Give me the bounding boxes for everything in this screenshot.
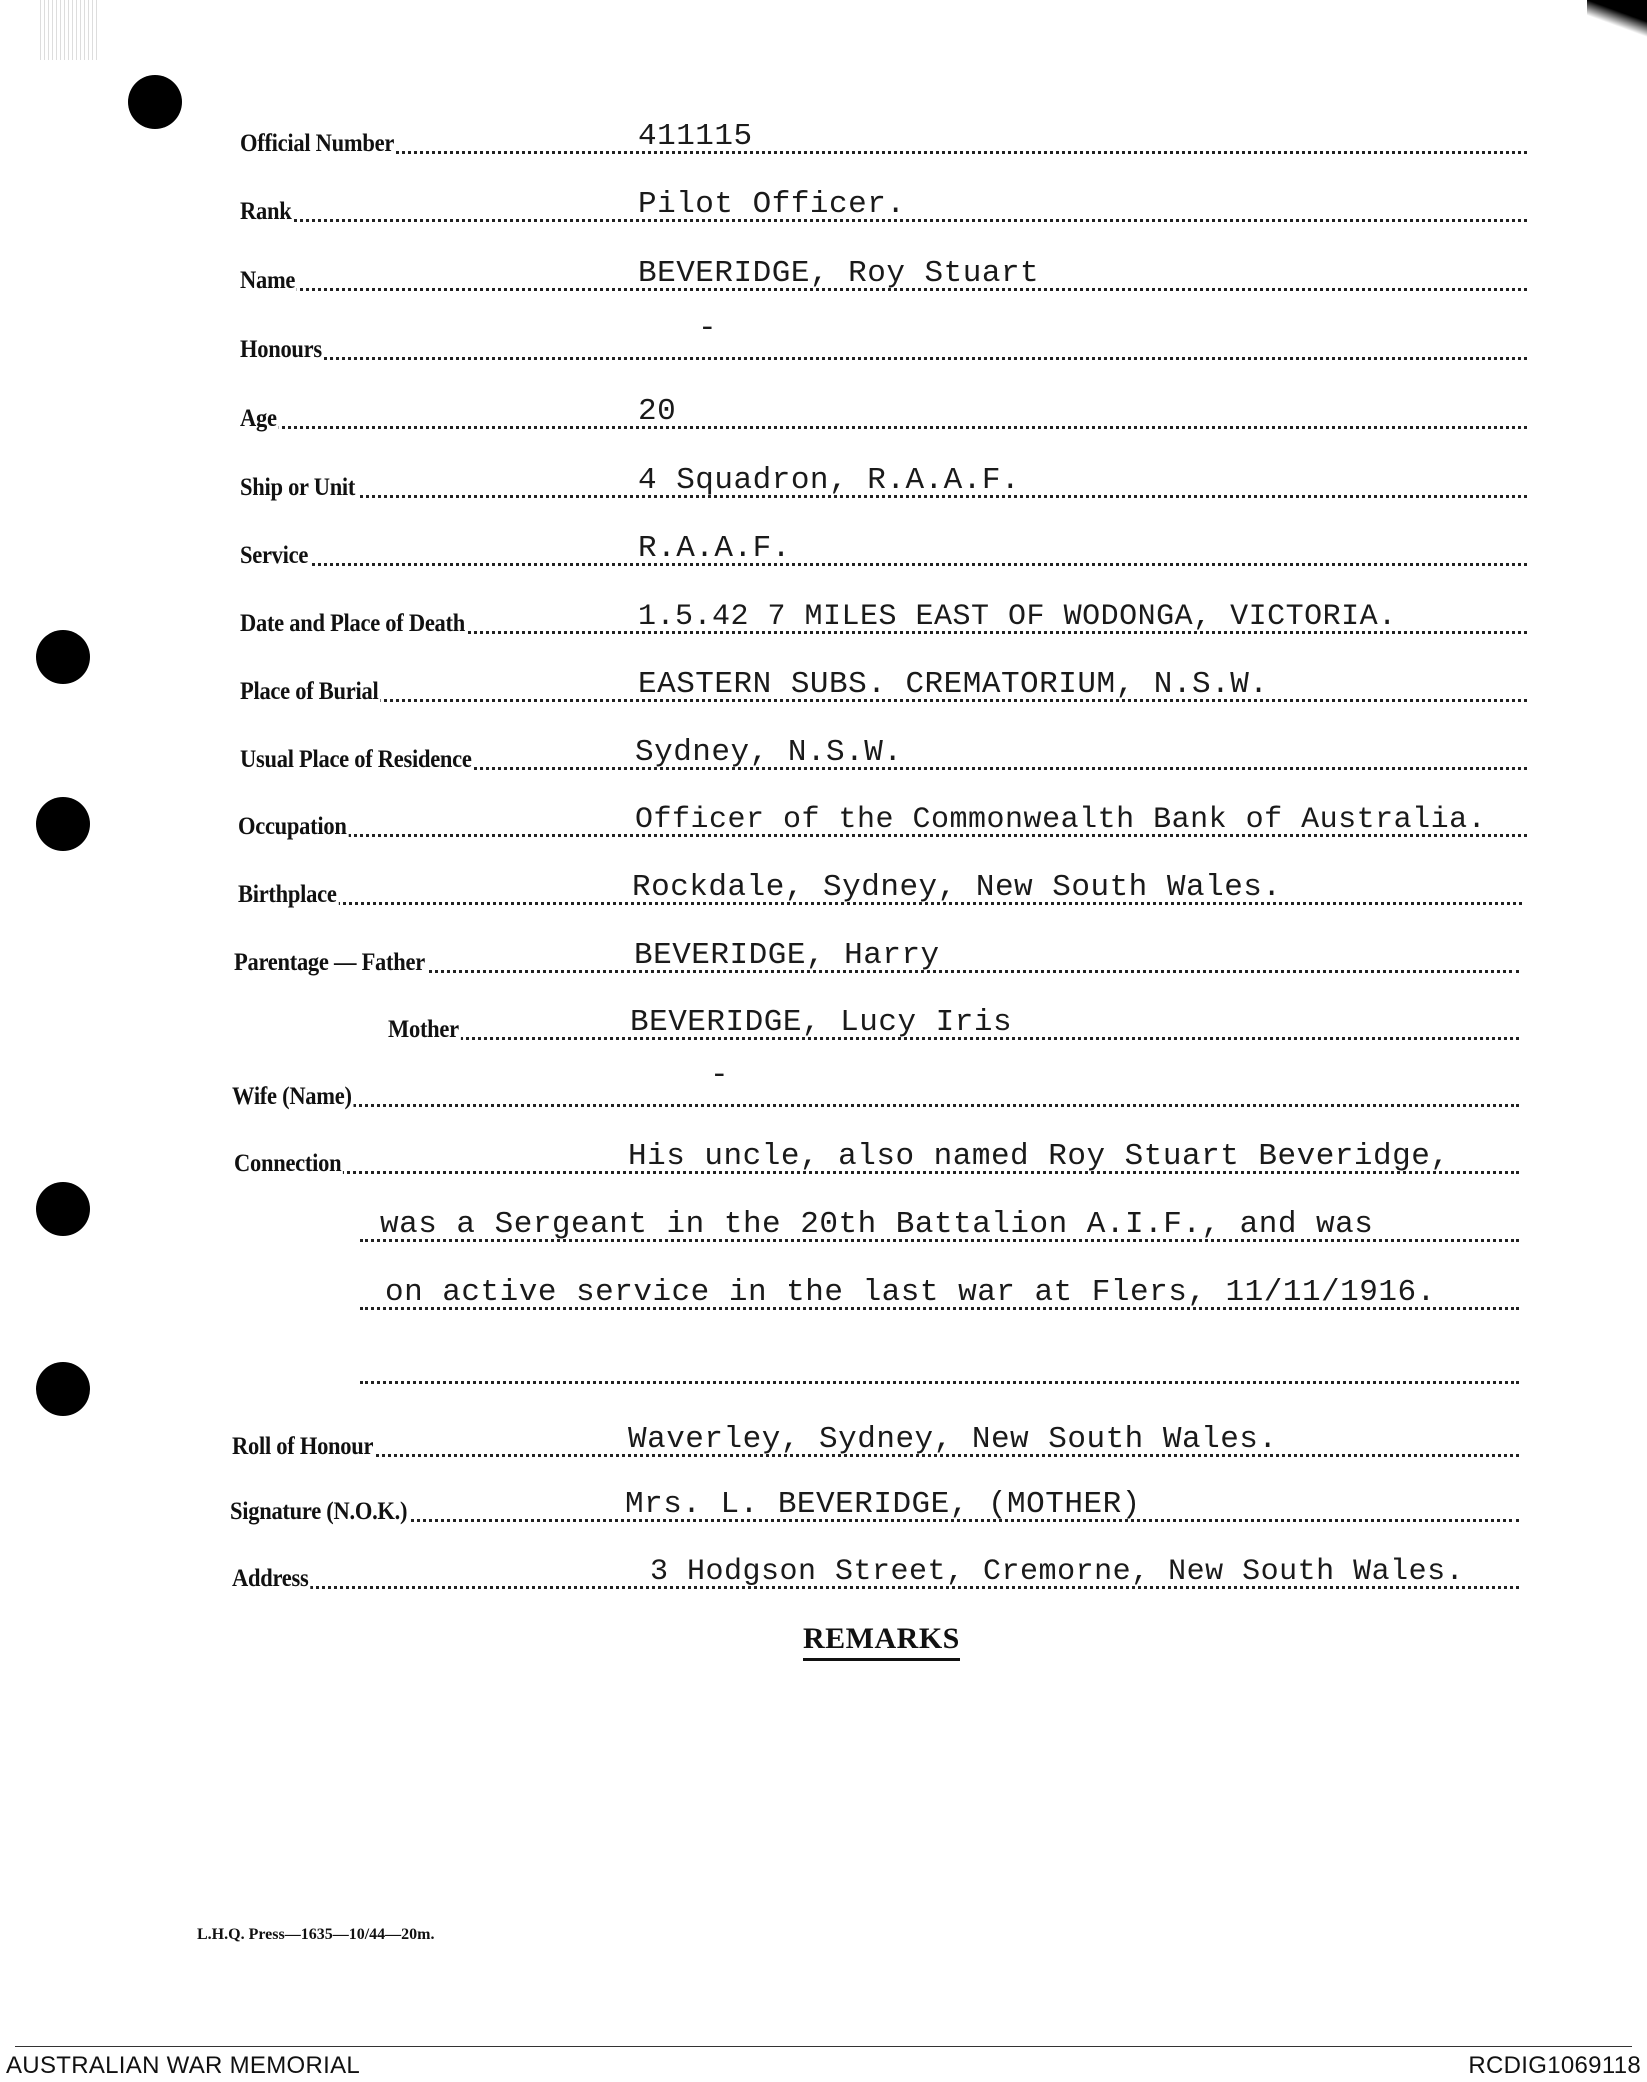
field-value: Mrs. L. BEVERIDGE, (MOTHER) <box>625 1487 1141 1522</box>
dotted-leader <box>240 357 1527 360</box>
field-row-occupation <box>0 795 1647 845</box>
field-label: Honours <box>240 336 322 363</box>
field-row-place-of-burial <box>0 660 1647 710</box>
field-value: His uncle, also named Roy Stuart Beveridge, <box>628 1139 1450 1174</box>
field-label: Occupation <box>238 813 347 840</box>
field-label: Service <box>240 542 309 569</box>
connection-continued-line <box>0 1268 1647 1318</box>
field-value: 20 <box>638 394 677 429</box>
field-row-usual-residence <box>0 728 1647 778</box>
field-row-birthplace <box>0 863 1647 913</box>
field-row-official-number <box>0 112 1647 162</box>
field-label: Roll of Honour <box>232 1433 374 1460</box>
field-value: - <box>710 1058 730 1093</box>
field-label: Rank <box>240 198 292 225</box>
field-label: Wife (Name) <box>232 1083 352 1110</box>
field-row-name <box>0 249 1647 299</box>
field-row-wife <box>0 1058 1647 1115</box>
field-row-father <box>0 931 1647 981</box>
footer-divider <box>15 2046 1632 2047</box>
field-value: Pilot Officer. <box>638 187 906 222</box>
connection-continued-line <box>0 1200 1647 1250</box>
field-row-roll-of-honour <box>0 1415 1647 1465</box>
field-label: Birthplace <box>238 881 337 908</box>
field-row-honours <box>0 311 1647 368</box>
field-value: 3 Hodgson Street, Cremorne, New South Wales. <box>650 1555 1465 1589</box>
field-value: 4 Squadron, R.A.A.F. <box>638 463 1021 498</box>
field-label: Connection <box>234 1150 342 1177</box>
field-label: Signature (N.O.K.) <box>230 1498 408 1525</box>
field-label: Ship or Unit <box>240 474 356 501</box>
field-row-address <box>0 1547 1647 1597</box>
field-value: R.A.A.F. <box>638 531 791 566</box>
remarks-heading: REMARKS <box>803 1622 960 1661</box>
field-value: BEVERIDGE, Harry <box>634 938 940 973</box>
field-row-connection <box>0 1132 1647 1182</box>
dotted-leader <box>234 1104 1519 1107</box>
scan-artifact <box>40 0 100 60</box>
field-label: Address <box>232 1565 309 1592</box>
field-row-age <box>0 387 1647 437</box>
field-row-ship-or-unit <box>0 456 1647 506</box>
field-value: was a Sergeant in the 20th Battalion A.I.F., and was <box>380 1207 1374 1242</box>
connection-continued-line <box>0 1342 1647 1392</box>
field-label: Official Number <box>240 130 395 157</box>
printer-mark: L.H.Q. Press—1635—10/44—20m. <box>197 1926 435 1943</box>
field-value: Rockdale, Sydney, New South Wales. <box>632 870 1282 905</box>
field-value: BEVERIDGE, Roy Stuart <box>638 256 1040 291</box>
field-row-service <box>0 524 1647 574</box>
dotted-leader <box>360 1381 1519 1384</box>
scan-artifact-corner <box>1587 0 1647 40</box>
field-value: Sydney, N.S.W. <box>635 735 903 770</box>
field-row-signature <box>0 1480 1647 1530</box>
field-value: Officer of the Commonwealth Bank of Australia. <box>635 803 1487 837</box>
dotted-leader <box>240 426 1527 429</box>
field-label: Usual Place of Residence <box>240 746 472 773</box>
field-value: on active service in the last war at Flers, 11/11/1916. <box>385 1275 1436 1310</box>
field-label: Place of Burial <box>240 678 379 705</box>
field-label: Name <box>240 267 296 294</box>
dotted-leader <box>240 563 1527 566</box>
field-label: Age <box>240 405 277 432</box>
field-value: EASTERN SUBS. CREMATORIUM, N.S.W. <box>638 667 1269 702</box>
field-value: 1.5.42 7 MILES EAST OF WODONGA, VICTORIA. <box>638 600 1397 634</box>
field-label: Mother <box>388 1016 459 1043</box>
footer-record-id: RCDIG1069118 <box>1468 2052 1641 2079</box>
field-row-mother <box>0 998 1647 1048</box>
field-value: 411115 <box>638 119 753 154</box>
field-value: BEVERIDGE, Lucy Iris <box>630 1005 1013 1040</box>
field-value: - <box>698 311 718 346</box>
field-label: Parentage — Father <box>234 949 425 976</box>
field-value: Waverley, Sydney, New South Wales. <box>628 1422 1278 1457</box>
field-row-rank <box>0 180 1647 230</box>
footer-archive-name: AUSTRALIAN WAR MEMORIAL <box>6 2052 361 2079</box>
field-row-date-place-of-death <box>0 592 1647 642</box>
dotted-leader <box>240 151 1527 154</box>
field-label: Date and Place of Death <box>240 610 465 637</box>
